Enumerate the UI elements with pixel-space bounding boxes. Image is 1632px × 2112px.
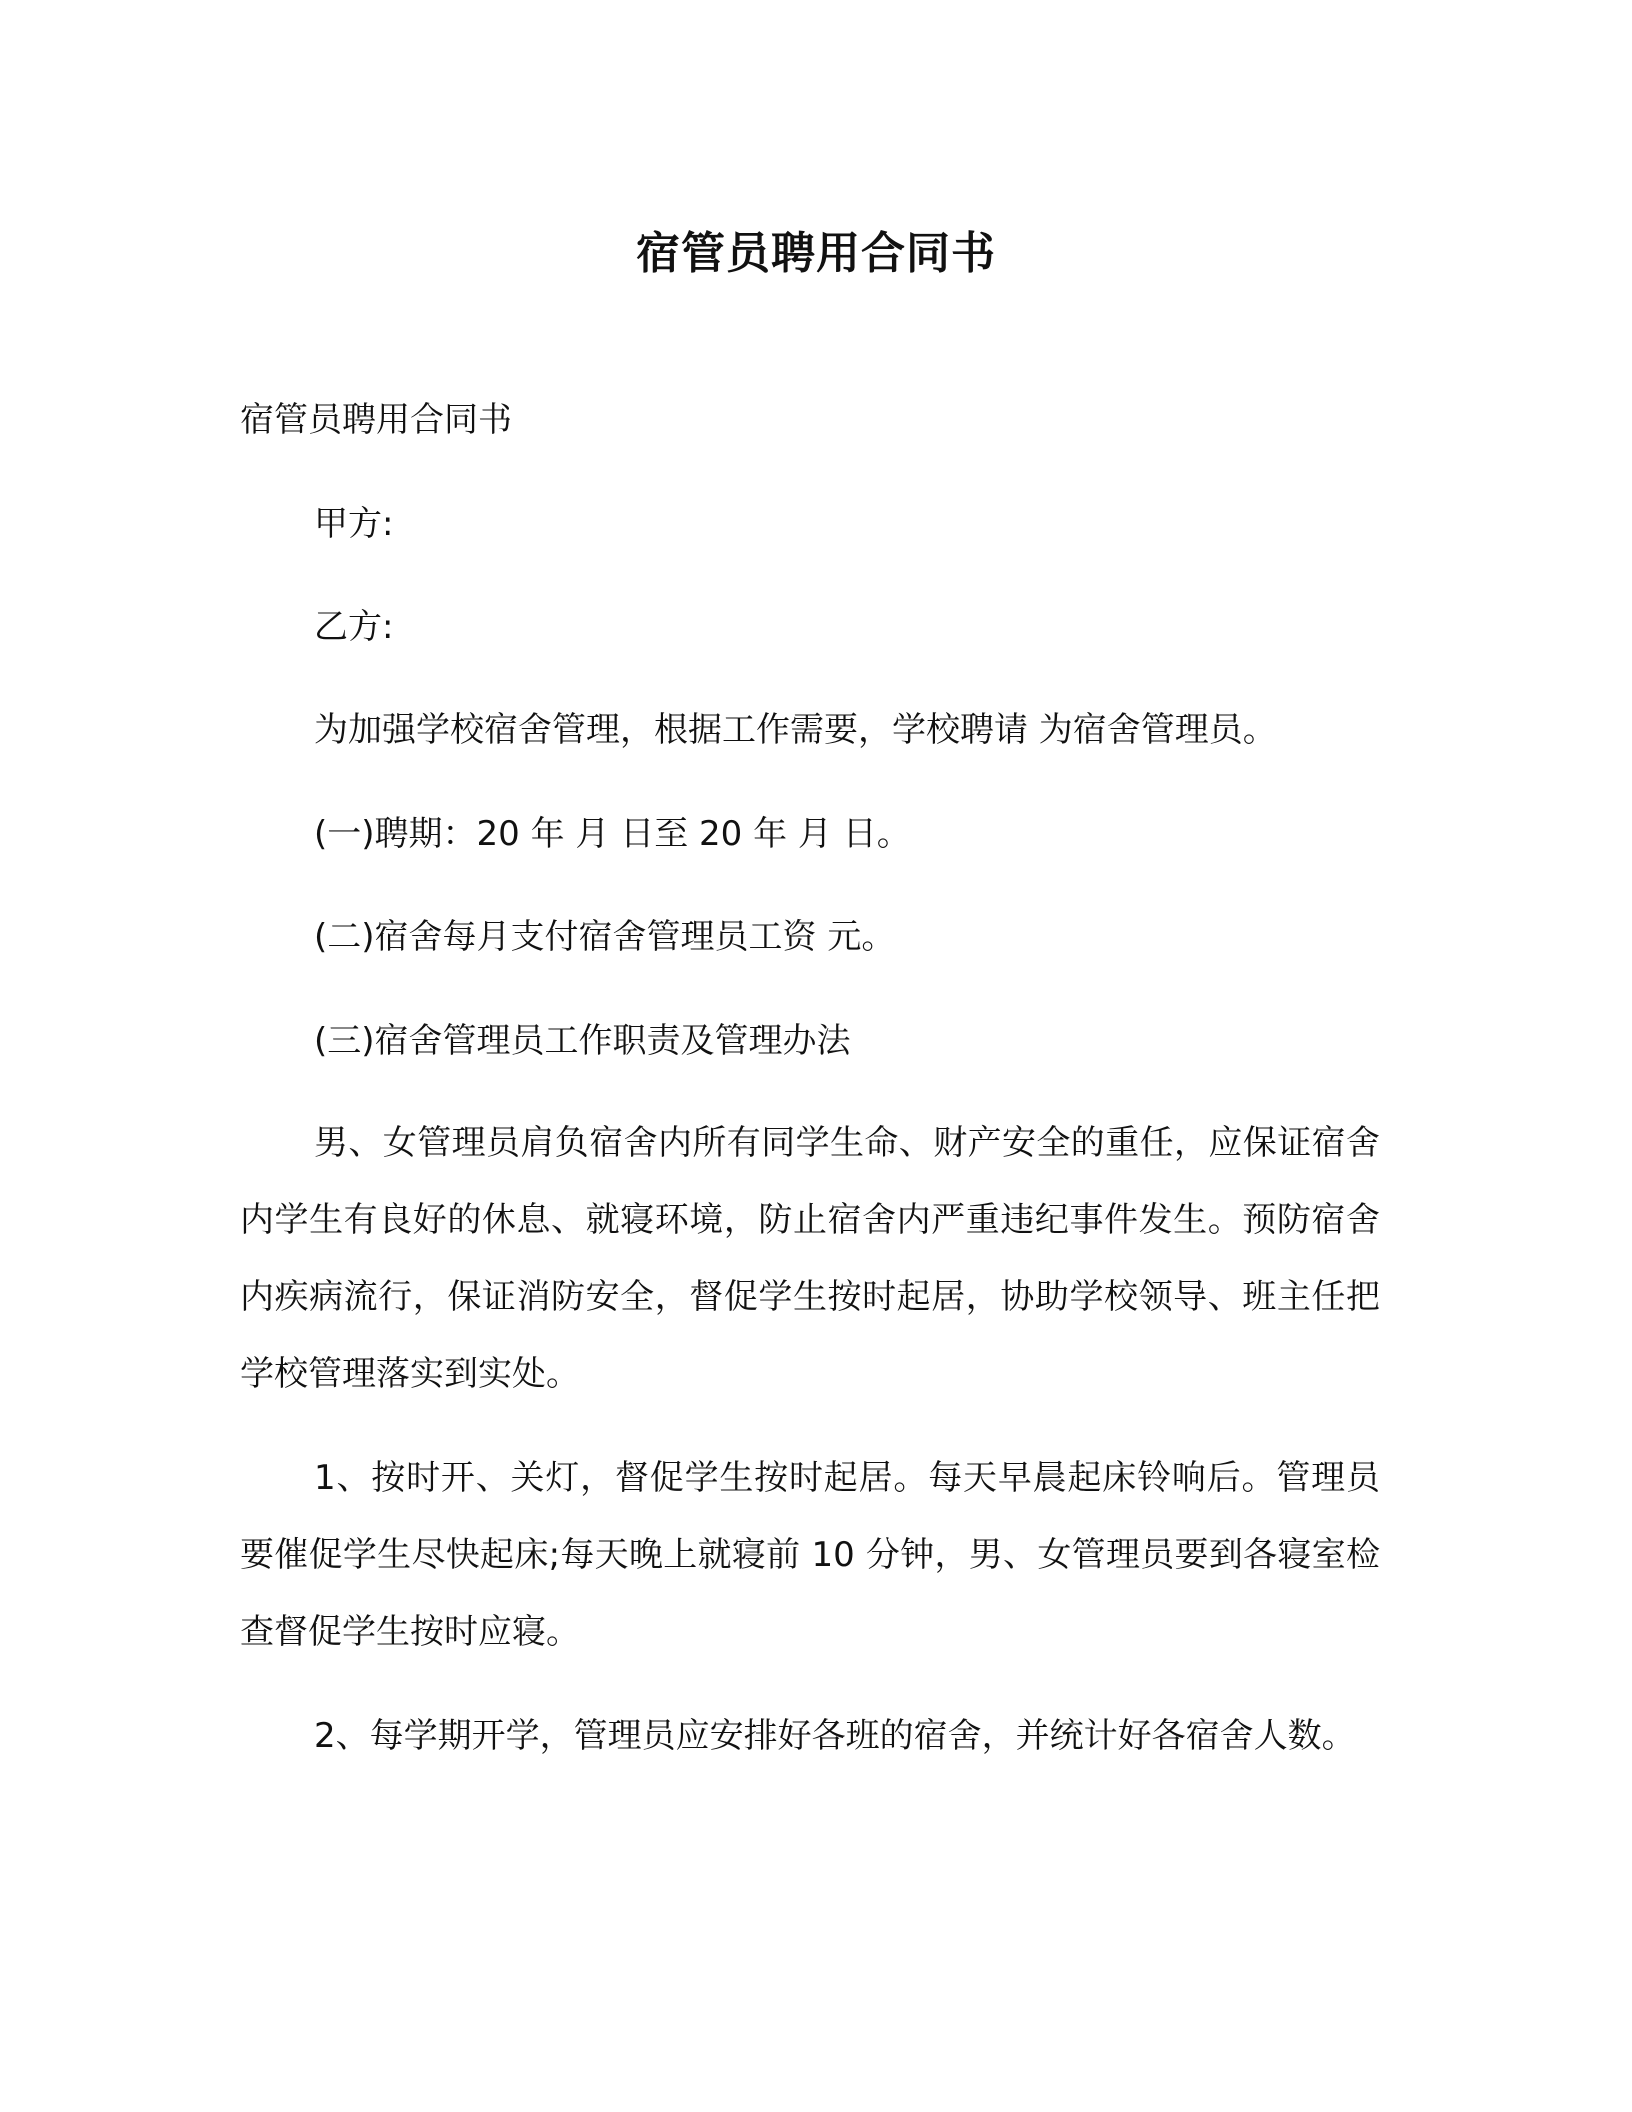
party-b-line: 乙方:	[314, 607, 394, 647]
clause-2-paragraph: 2、每学期开学，管理员应安排好各班的宿舍，并统计好各宿舍人数。	[314, 1716, 1356, 1756]
party-a-line: 甲方:	[314, 504, 394, 544]
intro-line: 为加强学校宿舍管理，根据工作需要，学校聘请 为宿舍管理员。	[314, 710, 1277, 750]
duties-heading: (三)宿舍管理员工作职责及管理办法	[314, 1021, 851, 1061]
clause-1-paragraph: 1、按时开、关灯，督促学生按时起居。每天早晨起床铃响后。管理员要催促学生尽快起床;每天晚上就寝前 10 分钟，男、女管理员要到各寝室检查督促学生按时应寝。	[240, 1458, 1380, 1652]
salary-clause: (二)宿舍每月支付宿舍管理员工资 元。	[314, 917, 896, 957]
document-subtitle: 宿管员聘用合同书	[240, 400, 512, 440]
term-clause: (一)聘期：20 年 月 日至 20 年 月 日。	[314, 814, 911, 854]
duties-paragraph: 男、女管理员肩负宿舍内所有同学生命、财产安全的重任，应保证宿舍内学生有良好的休息、就寝环境，防止宿舍内严重违纪事件发生。预防宿舍内疾病流行，保证消防安全，督促学生按时起居，协助学校领导、班主任把学校管理落实到实处。	[240, 1123, 1380, 1394]
document-title: 宿管员聘用合同书	[636, 228, 996, 279]
